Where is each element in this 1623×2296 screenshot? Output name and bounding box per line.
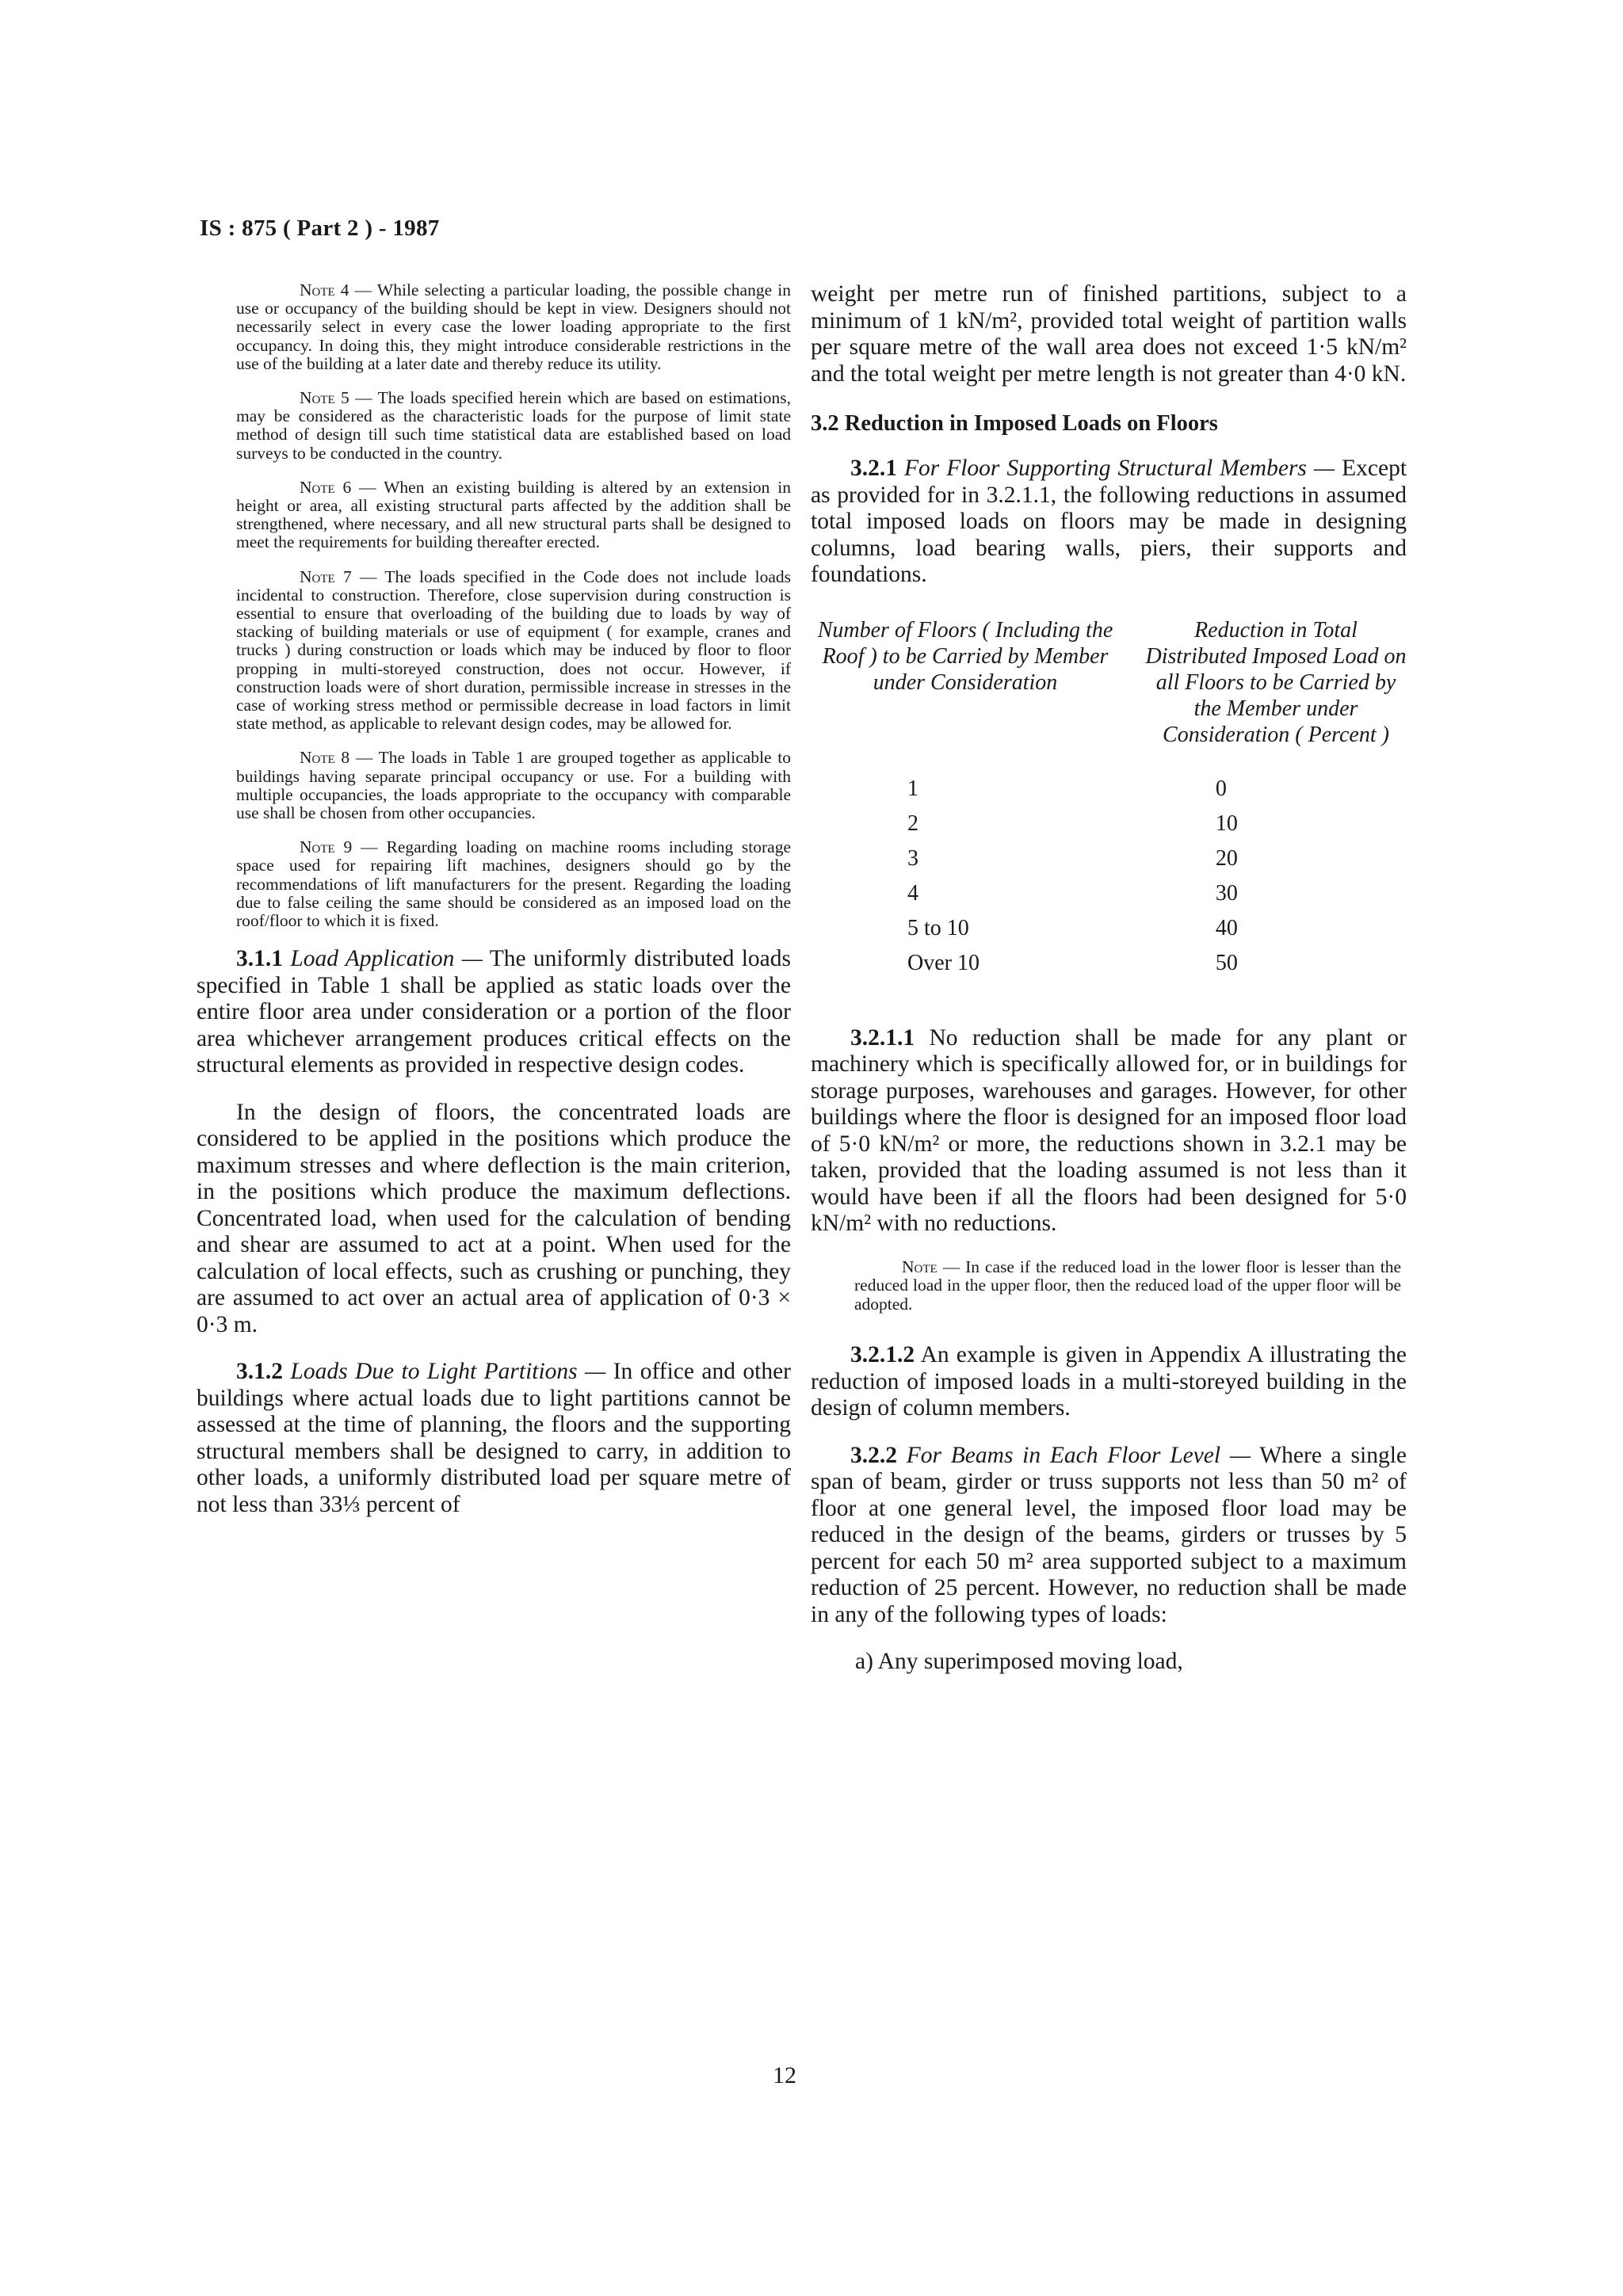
page-number: 12 xyxy=(773,2062,796,2088)
clause-3-1-1-cont: In the design of floors, the concentrated loads are considered to be applied in the positions which produce the maximum stresses and where deflection is the main criterion, in the positions which produce the maximum deflections. Concentrated load, when used for the calculation of bending and shear are assumed to act at a point. When used for the calculation of local effects, such as crushing or punching, they are assumed to act over an actual area of application of 0·3 × 0·3 m. xyxy=(197,1099,791,1337)
note-7: Note 7 — The loads specified in the Code does not include loads incidental to construction. Therefore, close supervision during construction is essential to ensure that overloading of the building due to loads by way of stacking of building materials or use of equipment ( for example, cranes and trucks ) during construction or loads which may be induced by floor to floor propping in multi-storeyed construction, does not occur. However, if construction loads were of short duration, permissible increase in stresses in the case of working stress method or permissible decrease in load factors in limit state method, as applicable to relevant design codes, may be allowed for. xyxy=(236,566,791,734)
table-row: 4 30 xyxy=(907,880,1238,906)
note-9: Note 9 — Regarding loading on machine rooms including storage space used for repairing lift machines, designers should go by the recommendations of lift manufacturers for the present. Regarding the loading due to false ceiling the same should be considered as an imposed load on the roof/floor to which it is fixed. xyxy=(236,837,792,931)
note-5: Note 5 — The loads specified herein which are based on estimations, may be considered as the characteristic loads for the purpose of limit state method of design till such time statistical data are established based on load surveys to be conducted in the country. xyxy=(236,388,791,463)
table-col1-header: Number of Floors ( Including the Roof ) to be Carried by Member under Consideration xyxy=(817,617,1113,695)
right-column xyxy=(811,281,1407,1676)
table-col2-header: Reduction in Total Distributed Imposed Load on all Floors to be Carried by the Member under Consideration ( Percent ) xyxy=(1145,617,1407,747)
standard-header: IS : 875 ( Part 2 ) - 1987 xyxy=(200,215,440,241)
clause-3-1-2-cont: weight per metre run of finished partitions, subject to a minimum of 1 kN/m², provided total weight of partition walls per square metre of the wall area does not exceed 1·5 kN/m² and the total weight per metre length is not greater than 4·0 kN. xyxy=(811,281,1407,387)
clause-3-2-1: 3.2.1 For Floor Supporting Structural Members — Except as provided for in 3.2.1.1, the following reductions in assumed total imposed loads on floors may be made in designing columns, load bearing walls, piers, their supports and foundations. xyxy=(811,456,1407,587)
clause-3-2-1-1: 3.2.1.1 No reduction shall be made for any plant or machinery which is specifically allowed for, or in buildings for storage purposes, warehouses and garages. However, for other buildings where the floor is designed for an imposed floor load of 5·0 kN/m² or more, the reductions shown in 3.2.1 may be taken, provided that the loading assumed is not less than it would have been if all the floors had been designed for 5·0 kN/m² with no reductions. xyxy=(811,1024,1407,1236)
clause-3-2-1-2: 3.2.1.2 An example is given in Appendix A illustrating the reduction of imposed loads in a multi-storeyed building in the design of column members. xyxy=(811,1342,1407,1421)
left-column xyxy=(197,281,791,1539)
clause-3-2-2: 3.2.2 For Beams in Each Floor Level — Where a single span of beam, girder or truss supports not less than 50 m² of floor at one general level, the imposed floor load may be reduced in the design of the beams, girders or trusses by 5 percent for each 50 m² area supported subject to a maximum reduction of 25 percent. However, no reduction shall be made in any of the following types of loads: xyxy=(811,1442,1407,1627)
table-row: 5 to 10 40 xyxy=(907,915,1238,940)
table-row: Over 10 50 xyxy=(907,950,1238,975)
note-6: Note 6 — When an existing building is altered by an extension in height or area, all existing structural parts affected by the addition shall be strengthened, where necessary, and all new structural parts shall be designed to meet the requirements for building thereafter erected. xyxy=(236,477,791,552)
note-reduced-load: Note — In case if the reduced load in the lower floor is lesser than the reduced load in the upper floor, then the reduced load of the upper floor will be adopted. xyxy=(854,1257,1402,1314)
list-item-a: a) Any superimposed moving load, xyxy=(855,1649,1183,1674)
note-4: Note 4 — While selecting a particular loading, the possible change in use or occupancy of the building should be kept in view. Designers should not necessarily select in every case the lower loading appropriate to the first occupancy. In doing this, they might introduce considerable restrictions in the use of the building at a later date and thereby reduce its utility. xyxy=(236,280,791,373)
clause-3-1-1: 3.1.1 Load Application — The uniformly distributed loads specified in Table 1 shall be applied as static loads over the entire floor area under consideration or a portion of the floor area whichever arrangement produces critical effects on the structural elements as provided in respective design codes. xyxy=(197,946,791,1078)
clause-3-1-2: 3.1.2 Loads Due to Light Partitions — In office and other buildings where actual loads due to light partitions cannot be assessed at the time of planning, the floors and the supporting structural members shall be designed to carry, in addition to other loads, a uniformly distributed load per square metre of not less than 33⅓ percent of xyxy=(197,1359,791,1517)
reduction-table xyxy=(811,617,1407,981)
table-row: 2 10 xyxy=(907,810,1238,836)
note-8: Note 8 — The loads in Table 1 are grouped together as applicable to buildings having separate principal occupancy or use. For a building with multiple occupancies, the loads appropriate to the occupancy with comparable use shall be chosen from other occupancies. xyxy=(236,748,792,823)
table-row: 1 0 xyxy=(907,776,1227,801)
table-header xyxy=(811,617,1407,748)
section-3-2-heading: 3.2 Reduction in Imposed Loads on Floors xyxy=(811,411,1218,436)
table-row: 3 20 xyxy=(907,845,1238,871)
